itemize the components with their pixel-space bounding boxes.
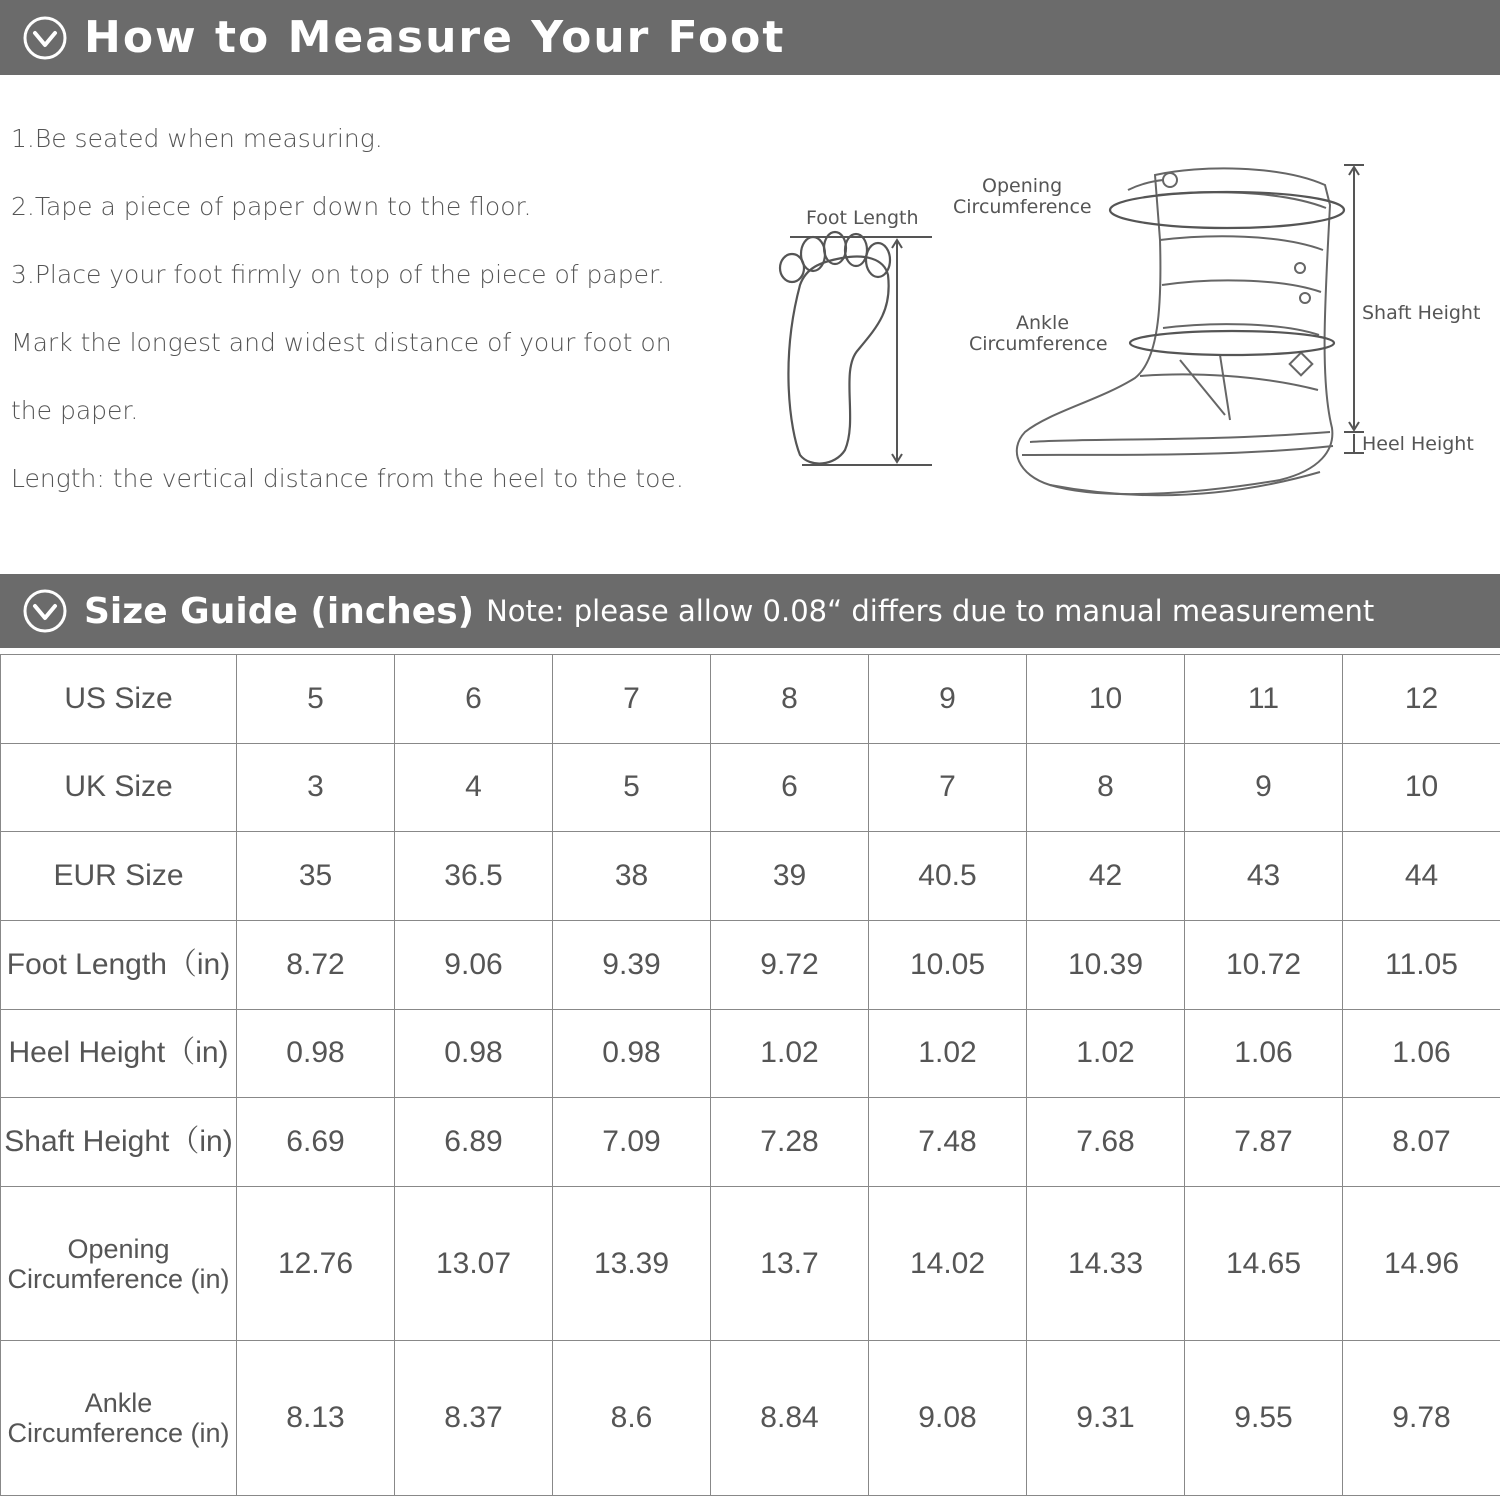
opening-label-line2: Circumference	[953, 196, 1092, 218]
table-cell: 5	[237, 655, 395, 744]
table-cell: 40.5	[869, 832, 1027, 921]
table-cell: 9.78	[1343, 1341, 1500, 1496]
table-cell: 43	[1185, 832, 1343, 921]
table-cell: 7	[553, 655, 711, 744]
measure-title: How to Measure Your Foot	[84, 12, 786, 63]
table-row	[1, 920, 1500, 1009]
table-cell: 8.13	[237, 1341, 395, 1496]
instruction-step: the paper.	[11, 396, 139, 425]
heel-height-label: Heel Height	[1362, 433, 1474, 455]
table-cell: 7.09	[553, 1098, 711, 1187]
table-cell: 6.89	[395, 1098, 553, 1187]
table-cell: 4	[395, 743, 553, 832]
table-cell: 12	[1343, 655, 1500, 744]
table-cell: 12.76	[237, 1186, 395, 1341]
table-cell: 11	[1185, 655, 1343, 744]
table-cell: 1.06	[1185, 1009, 1343, 1098]
table-cell: 8.37	[395, 1341, 553, 1496]
table-cell: 7	[869, 743, 1027, 832]
row-header: US Size	[1, 655, 237, 744]
foot-outline-icon	[780, 232, 890, 464]
table-cell: 39	[711, 832, 869, 921]
instruction-step: 1.Be seated when measuring.	[11, 124, 383, 153]
instruction-step: 3.Place your foot firmly on top of the piece of paper.	[11, 260, 665, 289]
table-cell: 5	[553, 743, 711, 832]
table-cell: 7.48	[869, 1098, 1027, 1187]
ankle-label-line2: Circumference	[969, 333, 1108, 355]
instruction-step: Length: the vertical distance from the heel to the toe.	[11, 464, 684, 493]
table-cell: 7.28	[711, 1098, 869, 1187]
size-guide-title: Size Guide (inches)	[84, 590, 475, 632]
table-cell: 6	[395, 655, 553, 744]
row-header	[1, 1341, 237, 1496]
table-cell: 13.7	[711, 1186, 869, 1341]
table-cell: 0.98	[553, 1009, 711, 1098]
row-header: Foot Length（in)	[1, 920, 237, 1009]
table-row	[1, 1186, 1500, 1341]
table-cell: 9	[869, 655, 1027, 744]
table-cell: 1.02	[869, 1009, 1027, 1098]
table-cell: 35	[237, 832, 395, 921]
table-cell: 9	[1185, 743, 1343, 832]
table-cell: 44	[1343, 832, 1500, 921]
table-cell: 8.07	[1343, 1098, 1500, 1187]
chevron-down-circle-icon	[22, 15, 68, 61]
instruction-step: Mark the longest and widest distance of your foot on	[11, 328, 672, 357]
table-cell: 9.31	[1027, 1341, 1185, 1496]
table-cell: 14.65	[1185, 1186, 1343, 1341]
row-header: Heel Height（in)	[1, 1009, 237, 1098]
table-row	[1, 1098, 1500, 1187]
table-row	[1, 1009, 1500, 1098]
table-cell: 1.02	[1027, 1009, 1185, 1098]
table-cell: 10.72	[1185, 920, 1343, 1009]
measure-header-banner	[0, 0, 1500, 75]
table-cell: 42	[1027, 832, 1185, 921]
table-cell: 8.84	[711, 1341, 869, 1496]
table-cell: 9.06	[395, 920, 553, 1009]
table-cell: 7.68	[1027, 1098, 1185, 1187]
measure-instructions	[11, 108, 751, 516]
ankle-label-line1: Ankle	[1016, 312, 1070, 334]
table-cell: 10	[1027, 655, 1185, 744]
table-cell: 9.72	[711, 920, 869, 1009]
table-cell: 1.02	[711, 1009, 869, 1098]
table-row	[1, 655, 1500, 744]
table-cell: 10.39	[1027, 920, 1185, 1009]
table-cell: 9.08	[869, 1341, 1027, 1496]
table-cell: 14.02	[869, 1186, 1027, 1341]
row-header: EUR Size	[1, 832, 237, 921]
row-header-line: Circumference (in)	[7, 1263, 230, 1294]
table-cell: 6	[711, 743, 869, 832]
table-row	[1, 743, 1500, 832]
table-cell: 8	[711, 655, 869, 744]
instruction-step: 2.Tape a piece of paper down to the floor.	[11, 192, 532, 221]
row-header: UK Size	[1, 743, 237, 832]
table-cell: 38	[553, 832, 711, 921]
size-guide-note: Note: please allow 0.08“ differs due to manual measurement	[486, 594, 1375, 628]
row-header: Shaft Height（in)	[1, 1098, 237, 1187]
row-header-line: Ankle	[84, 1388, 153, 1419]
table-cell: 8.72	[237, 920, 395, 1009]
table-cell: 7.87	[1185, 1098, 1343, 1187]
table-cell: 9.39	[553, 920, 711, 1009]
row-header	[1, 1186, 237, 1341]
shaft-height-label: Shaft Height	[1362, 302, 1481, 324]
opening-label-line1: Opening	[982, 175, 1063, 197]
table-cell: 14.96	[1343, 1186, 1500, 1341]
size-guide-header-banner	[0, 574, 1500, 648]
measurement-diagram	[760, 150, 1500, 520]
table-cell: 13.07	[395, 1186, 553, 1341]
table-cell: 14.33	[1027, 1186, 1185, 1341]
table-cell: 0.98	[395, 1009, 553, 1098]
table-cell: 10	[1343, 743, 1500, 832]
table-cell: 10.05	[869, 920, 1027, 1009]
table-cell: 3	[237, 743, 395, 832]
chevron-down-circle-icon	[22, 588, 68, 634]
size-chart-table	[0, 654, 1500, 1496]
table-cell: 9.55	[1185, 1341, 1343, 1496]
foot-length-label: Foot Length	[806, 207, 919, 229]
table-cell: 8.6	[553, 1341, 711, 1496]
row-header-line: Opening	[67, 1233, 170, 1264]
table-cell: 0.98	[237, 1009, 395, 1098]
table-cell: 6.69	[237, 1098, 395, 1187]
table-cell: 8	[1027, 743, 1185, 832]
table-row	[1, 832, 1500, 921]
table-cell: 1.06	[1343, 1009, 1500, 1098]
table-cell: 13.39	[553, 1186, 711, 1341]
table-cell: 11.05	[1343, 920, 1500, 1009]
table-cell: 36.5	[395, 832, 553, 921]
table-row	[1, 1341, 1500, 1496]
row-header-line: Circumference (in)	[7, 1418, 230, 1449]
